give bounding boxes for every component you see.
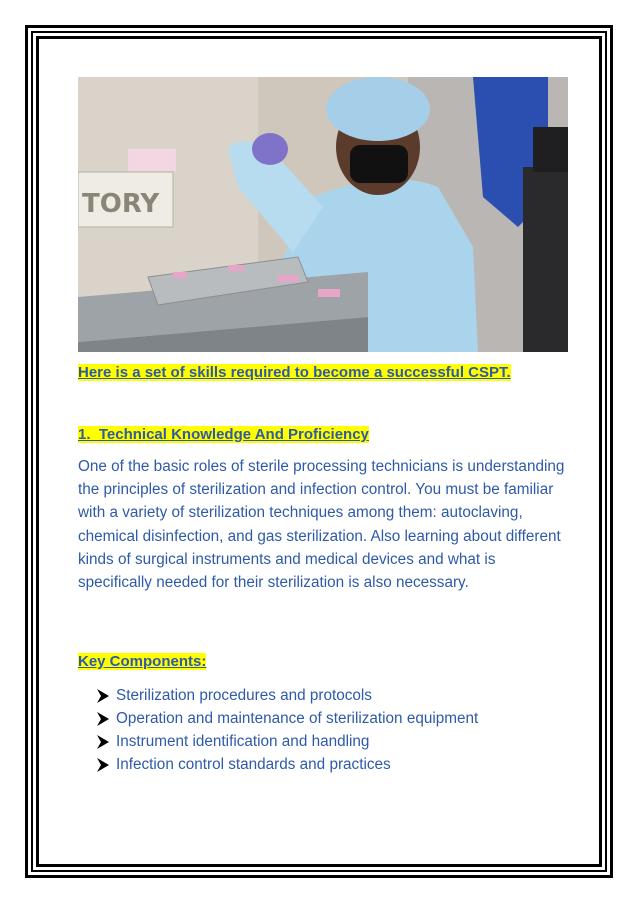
intro-heading: Here is a set of skills required to become a successful CSPT. [78, 364, 511, 381]
arrow-bullet-icon [97, 758, 109, 772]
lab-photo [78, 77, 568, 352]
key-components-list [97, 684, 478, 776]
arrow-bullet-icon [97, 689, 109, 703]
arrow-bullet-icon [97, 712, 109, 726]
section-body: One of the basic roles of sterile processing technicians is understanding the principles of sterilization and infection control. You must be familiar with a variety of sterilization techniques among them: autoclaving, chemical disinfection, and gas sterilization. Also learning about different kinds of surgical instruments and medical devices and what is specifically needed for their sterilization is also necessary. [78, 458, 565, 592]
list-item: Operation and maintenance of sterilization equipment [97, 707, 478, 730]
section-title: 1. Technical Knowledge And Proficiency [78, 426, 369, 443]
arrow-bullet-icon [97, 735, 109, 749]
list-item: Sterilization procedures and protocols [97, 684, 478, 707]
list-item: Infection control standards and practices [97, 753, 478, 776]
sign-text: TORY [82, 189, 160, 219]
key-components-title: Key Components: [78, 653, 207, 670]
list-item: Instrument identification and handling [97, 730, 478, 753]
